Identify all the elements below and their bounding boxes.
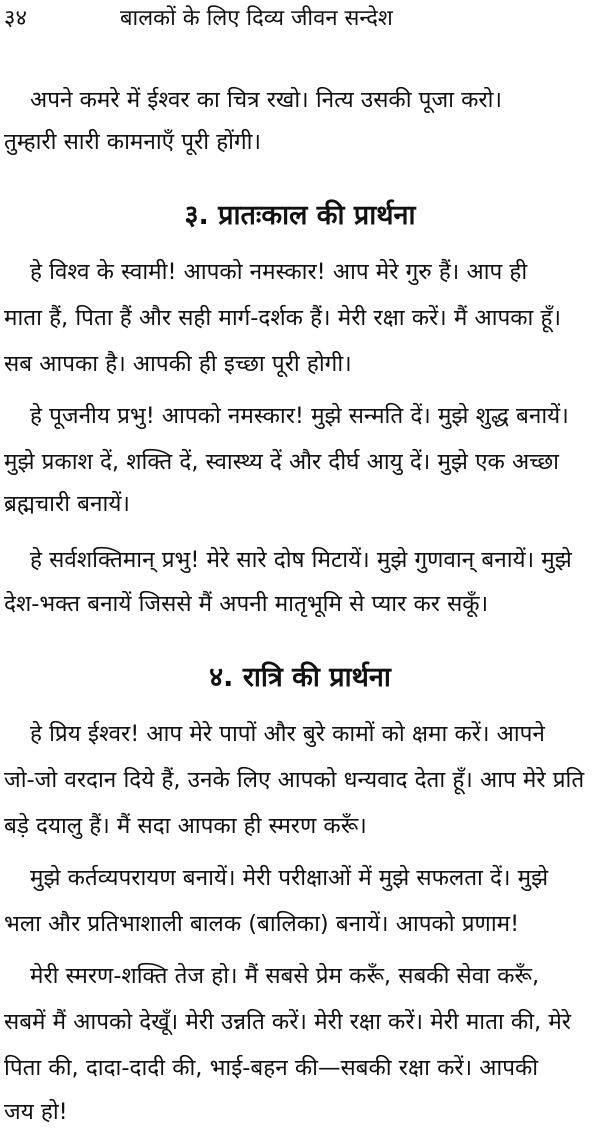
morning-prayer-line-2: माता हैं, पिता हैं और सही मार्ग-दर्शक हैं। मेरी रक्षा करें। मैं आपका हूँ। bbox=[4, 305, 561, 331]
morning-prayer-line-7: हे सर्वशक्तिमान् प्रभु! मेरे सारे दोष मिटायें। मुझे गुणवान् बनायें। मुझे bbox=[30, 547, 572, 573]
night-prayer-line-3: बड़े दयालु हैं। मैं सदा आपका ही स्मरण करूँ। bbox=[4, 813, 367, 839]
morning-prayer-line-6: ब्रह्मचारी बनायें। bbox=[4, 491, 130, 517]
night-prayer-line-5: भला और प्रतिभाशाली बालक (बालिका) बनायें। आपको प्रणाम! bbox=[4, 911, 520, 937]
night-prayer-line-7: सबमें मैं आपको देखूँ। मेरी उन्नति करें। मेरी रक्षा करें। मेरी माता की, मेरे bbox=[4, 1009, 572, 1035]
morning-prayer-line-3: सब आपका है। आपकी ही इच्छा पूरी होगी। bbox=[4, 351, 352, 377]
night-prayer-line-9: जय हो! bbox=[4, 1099, 68, 1125]
night-prayer-line-8: पिता की, दादा-दादी की, भाई-बहन की—सबकी रक्षा करें। आपकी bbox=[4, 1055, 539, 1081]
morning-prayer-line-8: देश-भक्त बनायें जिससे मैं अपनी मातृभूमि से प्यार कर सकूँ। bbox=[4, 591, 489, 617]
intro-line-1: अपने कमरे में ईश्वर का चित्र रखो। नित्य उसकी पूजा करो। bbox=[30, 87, 502, 113]
intro-line-2: तुम्हारी सारी कामनाएँ पूरी होंगी। bbox=[4, 129, 262, 155]
running-title: बालकों के लिए दिव्य जीवन सन्देश bbox=[120, 6, 393, 31]
night-prayer-line-2: जो-जो वरदान दिये हैं, उनके लिए आपको धन्यवाद देता हूँ। आप मेरे प्रति bbox=[4, 767, 585, 793]
section-heading-morning-prayer: ३. प्रातःकाल की प्रार्थना bbox=[184, 200, 416, 231]
morning-prayer-line-5: मुझे प्रकाश दें, शक्ति दें, स्वास्थ्य दें और दीर्घ आयु दें। मुझे एक अच्छा bbox=[4, 449, 560, 475]
night-prayer-line-1: हे प्रिय ईश्वर! आप मेरे पापों और बुरे कामों को क्षमा करें। आपने bbox=[30, 721, 545, 747]
section-heading-night-prayer: ४. रात्रि की प्रार्थना bbox=[209, 662, 391, 693]
night-prayer-line-4: मुझे कर्तव्यपरायण बनायें। मेरी परीक्षाओं में मुझे सफलता दें। मुझे bbox=[30, 865, 549, 891]
page-header bbox=[0, 4, 600, 34]
night-prayer-line-6: मेरी स्मरण-शक्ति तेज हो। मैं सबसे प्रेम करूँ, सबकी सेवा करूँ, bbox=[30, 963, 540, 989]
morning-prayer-line-4: हे पूजनीय प्रभु! आपको नमस्कार! मुझे सन्मति दें। मुझे शुद्ध बनायें। bbox=[30, 403, 569, 429]
page-number: ३४ bbox=[4, 6, 27, 31]
morning-prayer-line-1: हे विश्व के स्वामी! आपको नमस्कार! आप मेरे गुरु हैं। आप ही bbox=[30, 259, 528, 285]
